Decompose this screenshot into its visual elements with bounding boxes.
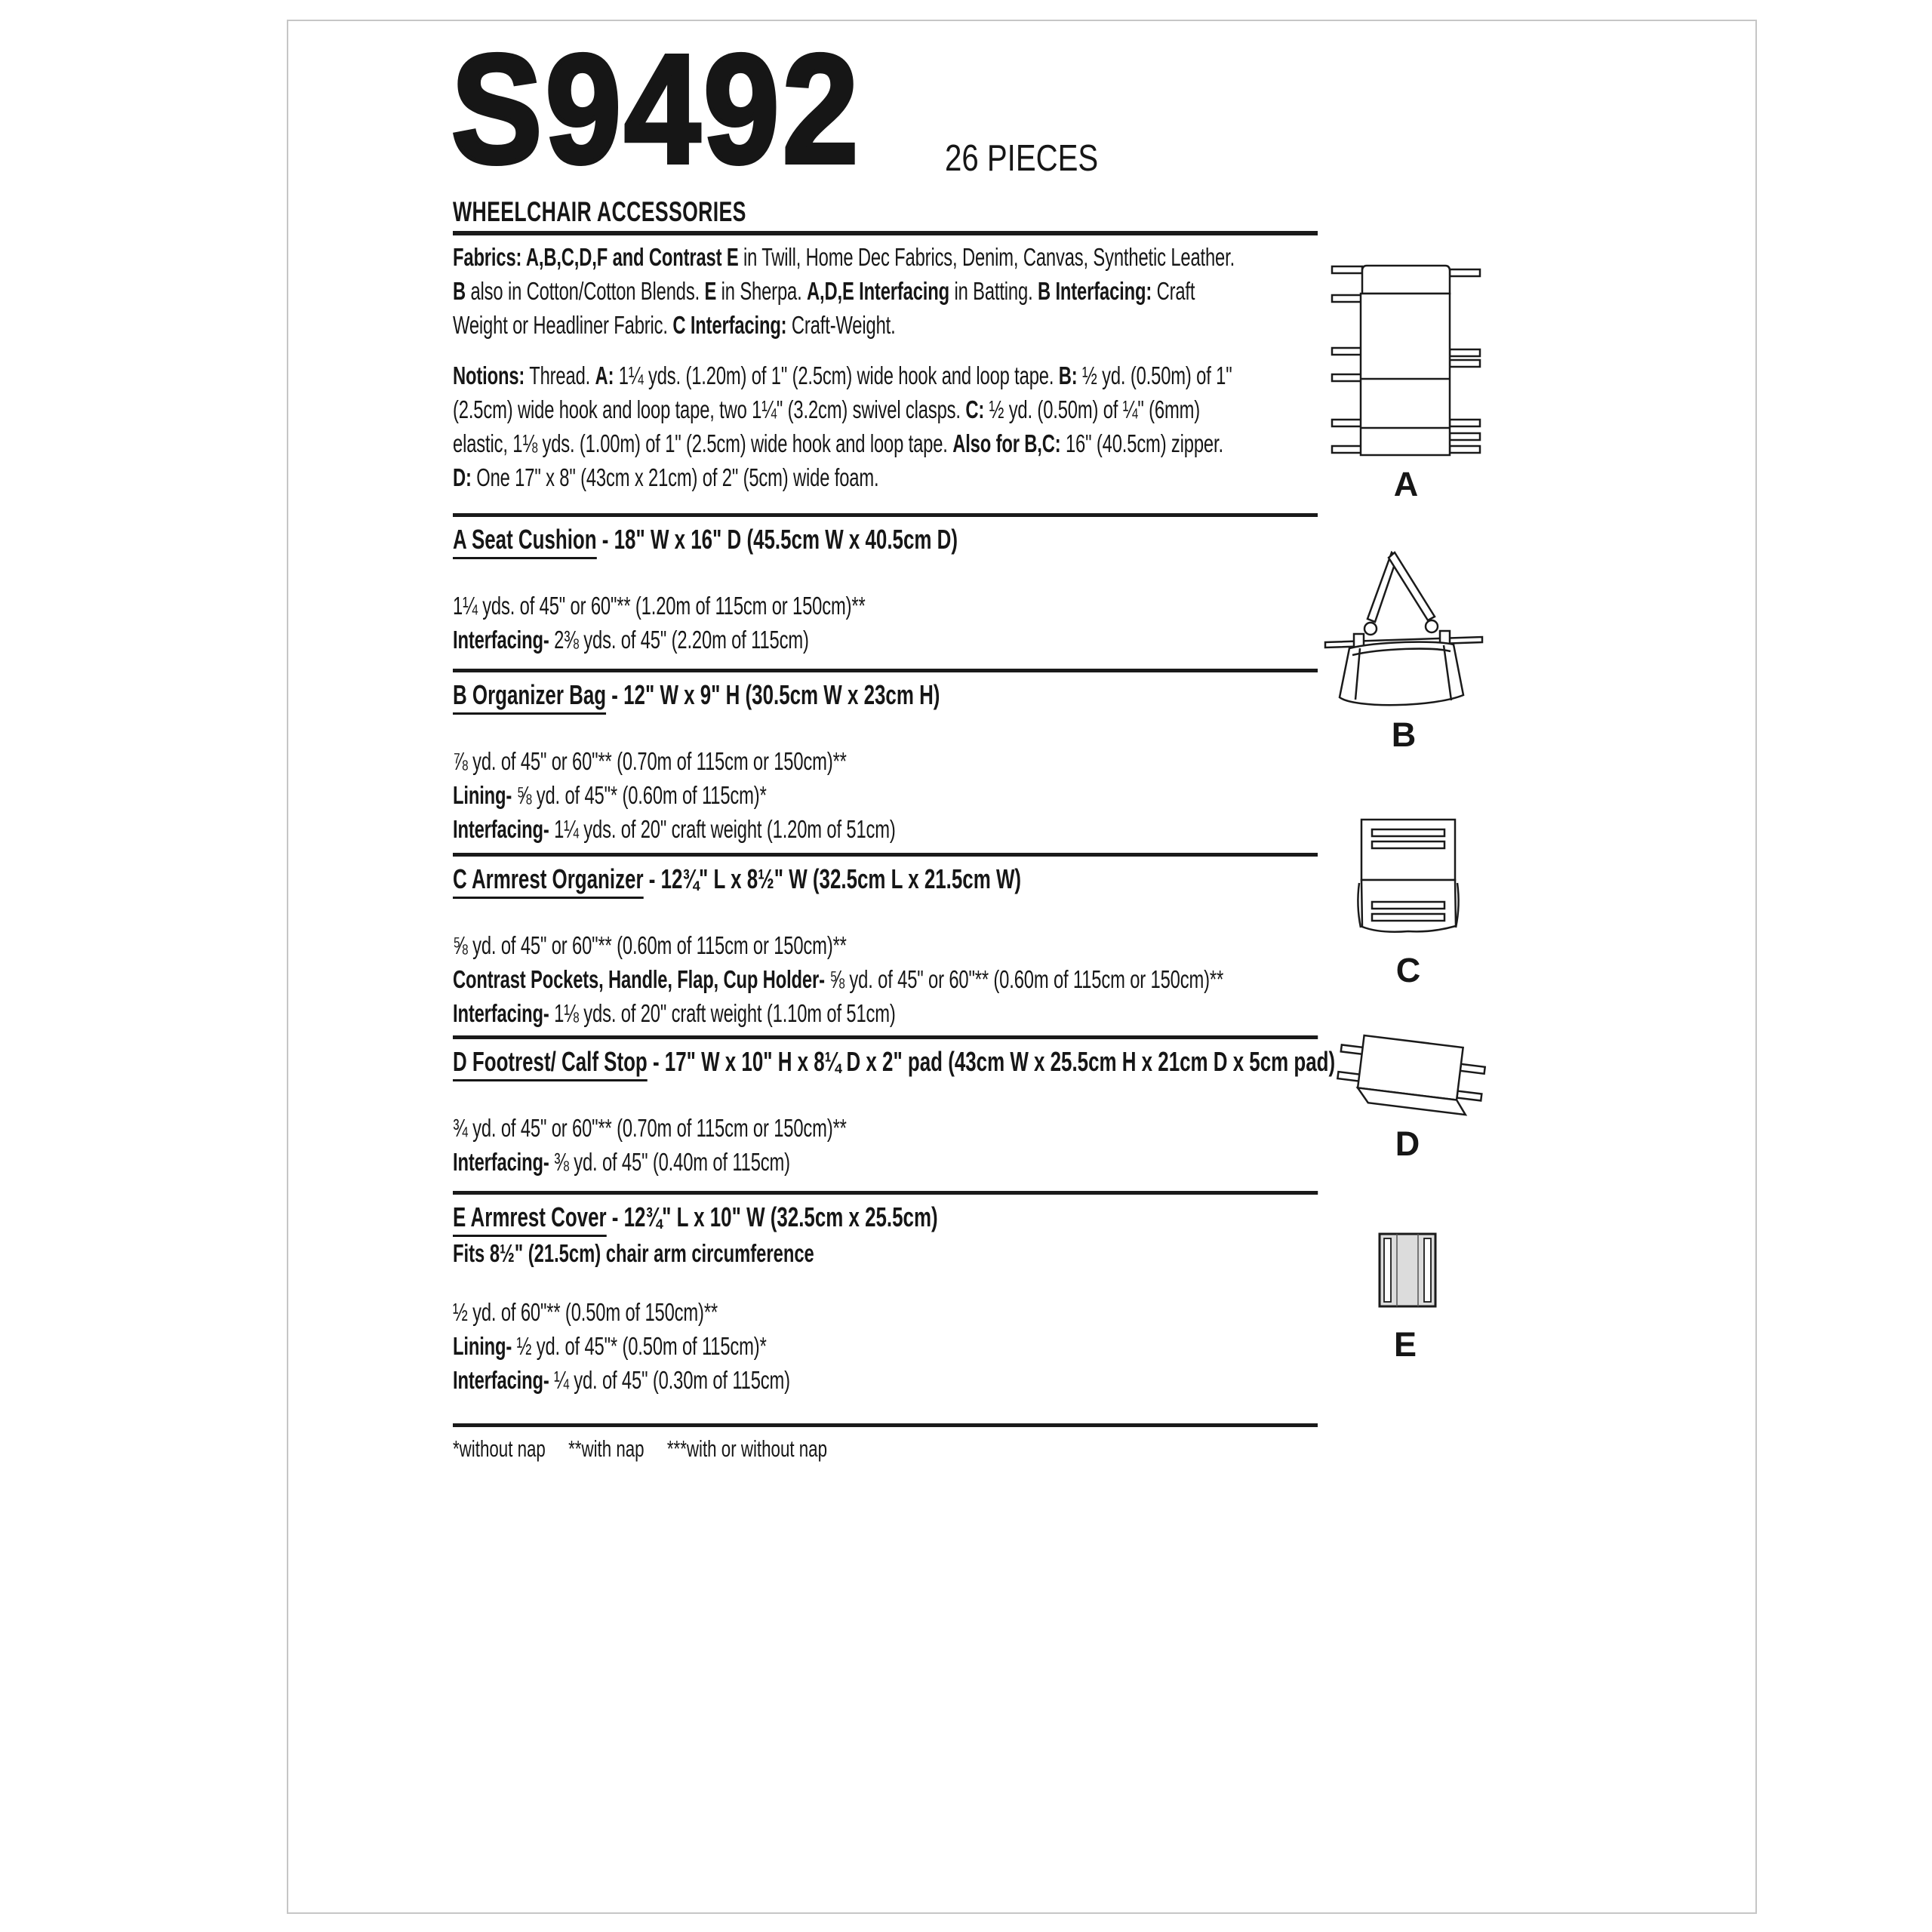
section-a-seat-cushion [453, 524, 958, 657]
section-c-armrest-organizer [453, 863, 1223, 1030]
footnote-item: **with nap [568, 1435, 645, 1462]
section-heading [453, 1201, 938, 1233]
yardage-line: Interfacing- ¼ yd. of 45" (0.30m of 115cm) [453, 1366, 790, 1394]
section-title: E Armrest Cover [453, 1201, 607, 1237]
figure-organizer-bag [1321, 548, 1487, 708]
yardage-line: Lining- ½ yd. of 45"* (0.50m of 115cm)* [453, 1332, 767, 1360]
section-heading [453, 863, 1223, 895]
section-divider [453, 231, 1318, 235]
section-title: C Armrest Organizer [453, 863, 644, 899]
figure-label-d: D [1395, 1124, 1420, 1163]
figure-armrest-cover [1377, 1232, 1438, 1309]
section-dimensions: - 18" W x 16" D (45.5cm W x 40.5cm D) [596, 524, 958, 555]
yardage-line: ¾ yd. of 45" or 60"** (0.70m of 115cm or 150cm)** [453, 1114, 847, 1142]
seat-cushion-drawing [1331, 260, 1481, 458]
section-title: A Seat Cushion [453, 524, 597, 559]
figure-seat-cushion [1331, 260, 1481, 458]
fabrics-line: Fabrics: A,B,C,D,F and Contrast E in Twill, Home Dec Fabrics, Denim, Canvas, Synthetic Leather. [453, 243, 1235, 271]
notions-line: D: One 17" x 8" (43cm x 21cm) of 2" (5cm) wide foam. [453, 463, 879, 491]
yardage-line: ½ yd. of 60"** (0.50m of 150cm)** [453, 1298, 718, 1326]
figure-label-e: E [1393, 1325, 1417, 1364]
figure-armrest-organizer [1352, 817, 1464, 937]
category-heading: WHEELCHAIR ACCESSORIES [453, 196, 746, 227]
yardage-line: ⅝ yd. of 45" or 60"** (0.60m of 115cm or 150cm)** [453, 931, 847, 959]
section-b-organizer-bag [453, 679, 940, 846]
yardage-requirements [453, 744, 940, 846]
nap-footnote [453, 1435, 827, 1463]
fabrics-line: B also in Cotton/Cotton Blends. E in Sherpa. A,D,E Interfacing in Batting. B Interfacing: Craft [453, 277, 1195, 305]
piece-count: 26 PIECES [945, 138, 1099, 179]
section-heading [453, 679, 940, 711]
section-divider [453, 1423, 1318, 1427]
armrest-cover-drawing [1377, 1232, 1438, 1309]
yardage-line: 1¼ yds. of 45" or 60"** (1.20m of 115cm or 150cm)** [453, 592, 866, 620]
yardage-line: Interfacing- 1¼ yds. of 20" craft weight (1.20m of 51cm) [453, 815, 896, 843]
figure-footrest-calf-stop [1338, 1037, 1485, 1121]
section-title: B Organizer Bag [453, 679, 606, 715]
section-divider [453, 1191, 1318, 1195]
yardage-line: Interfacing- ⅜ yd. of 45" (0.40m of 115cm) [453, 1148, 790, 1176]
section-dimensions: - 17" W x 10" H x 8¼ D x 2" pad (43cm W x 25.5cm H x 21cm D x 5cm pad) [647, 1046, 1336, 1077]
section-divider [453, 513, 1318, 517]
armrest-organizer-drawing [1352, 817, 1464, 937]
section-heading [453, 524, 958, 555]
section-divider [453, 1035, 1318, 1039]
yardage-requirements [453, 1111, 1335, 1179]
yardage-requirements [453, 928, 1223, 1030]
figure-label-a: A [1393, 465, 1419, 503]
notions-paragraph [453, 358, 1232, 494]
yardage-line: Interfacing- 1⅛ yds. of 20" craft weight (1.10m of 51cm) [453, 999, 896, 1027]
pattern-number: S9492 [451, 23, 862, 195]
section-dimensions: - 12¾" L x 8½" W (32.5cm L x 21.5cm W) [643, 863, 1022, 894]
yardage-requirements [453, 1295, 938, 1397]
figure-label-b: B [1391, 715, 1417, 754]
yardage-line: Interfacing- 2⅜ yds. of 45" (2.20m of 115cm) [453, 626, 809, 654]
footrest-drawing [1338, 1037, 1485, 1121]
section-e-armrest-cover [453, 1201, 938, 1397]
notions-line: elastic, 1⅛ yds. (1.00m) of 1" (2.5cm) wide hook and loop tape. Also for B,C: 16" (40.5cm) zipper. [453, 429, 1223, 457]
section-dimensions: - 12" W x 9" H (30.5cm W x 23cm H) [606, 679, 940, 710]
notions-line: (2.5cm) wide hook and loop tape, two 1¼" (3.2cm) swivel clasps. C: ½ yd. (0.50m) of ¼" (6mm) [453, 395, 1201, 423]
fabrics-paragraph [453, 240, 1235, 342]
yardage-line: ⅞ yd. of 45" or 60"** (0.70m of 115cm or 150cm)** [453, 747, 847, 775]
yardage-line: Lining- ⅝ yd. of 45"* (0.60m of 115cm)* [453, 781, 767, 809]
section-d-footrest-calf-stop [453, 1046, 1335, 1179]
figure-label-c: C [1395, 951, 1421, 989]
section-divider [453, 669, 1318, 672]
notions-line: Notions: Thread. A: 1¼ yds. (1.20m) of 1" (2.5cm) wide hook and loop tape. B: ½ yd. (0.50m) of 1" [453, 361, 1232, 389]
section-heading [453, 1046, 1335, 1078]
section-dimensions: - 12¾" L x 10" W (32.5cm x 25.5cm) [606, 1201, 938, 1232]
section-fit-note: Fits 8½" (21.5cm) chair arm circumference [453, 1239, 814, 1267]
footnote-item: ***with or without nap [666, 1435, 828, 1462]
section-divider [453, 853, 1318, 857]
section-title: D Footrest/ Calf Stop [453, 1046, 648, 1081]
yardage-requirements [453, 589, 958, 657]
organizer-bag-drawing [1321, 548, 1487, 708]
yardage-line: Contrast Pockets, Handle, Flap, Cup Holder- ⅝ yd. of 45" or 60"** (0.60m of 115cm or 150cm)** [453, 965, 1224, 993]
fabrics-line: Weight or Headliner Fabric. C Interfacing: Craft-Weight. [453, 311, 896, 339]
footnote-item: *without nap [453, 1435, 546, 1462]
